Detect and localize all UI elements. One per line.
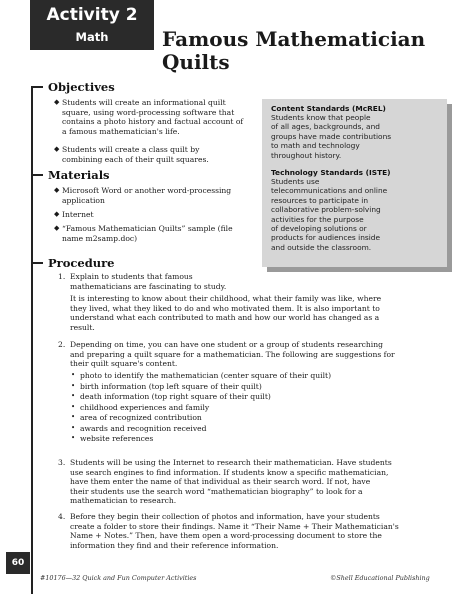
procedure-step-4 (70, 512, 450, 550)
diamond-bullet-icon: ◆ (54, 98, 60, 106)
objectives-line: combining each of their quilt squares. (62, 154, 209, 164)
procedure-line: they lived, what they liked to do and who motivated them. It is also important to (70, 303, 380, 313)
content-standards-line: Students know that people (271, 113, 371, 122)
list-item: • death information (top right square of their quilt) (71, 392, 271, 401)
procedure-line: have them enter the name of that individual as their search word. If not, have (70, 477, 371, 487)
materials-bullet-2 (54, 210, 94, 220)
technology-standards-line: products for audiences inside (271, 233, 381, 243)
procedure-line: mathematician to research. (70, 496, 177, 506)
materials-line: Microsoft Word or another word-processing (62, 186, 232, 195)
materials-line: “Famous Mathematician Quilts” sample (file (62, 224, 233, 233)
procedure-heading: Procedure (48, 256, 115, 270)
footer-left-text: #10176—32 Quick and Fun Computer Activities (40, 574, 197, 582)
round-bullet-icon: • (71, 371, 76, 379)
diamond-bullet-icon: ◆ (54, 224, 60, 232)
technology-standards-line: collaborative problem-solving (271, 205, 381, 215)
technology-standards-line: resources to participate in (271, 195, 369, 205)
round-bullet-icon: • (71, 381, 76, 390)
procedure-step-3 (70, 458, 450, 506)
technology-standards-heading: Technology Standards (ISTE) (271, 168, 391, 178)
content-standards-line: groups have made contributions (271, 131, 392, 141)
round-bullet-icon: • (71, 434, 76, 442)
round-bullet-icon: • (71, 423, 76, 432)
procedure-line: and preparing a quilt square for a mathematician. The following are suggestions for (70, 349, 395, 359)
procedure-step-2 (70, 340, 450, 369)
content-standards-line: to math and technology (271, 141, 360, 151)
diamond-bullet-icon: ◆ (54, 210, 60, 218)
procedure-step-1-number: 1. (58, 272, 66, 281)
materials-line: application (62, 195, 105, 205)
content-standards-line: of all ages, backgrounds, and (271, 122, 380, 132)
list-item: • childhood experiences and family (71, 402, 210, 412)
procedure-line: mathematicians are fascinating to study. (70, 281, 227, 291)
procedure-step-2-number: 2. (58, 340, 66, 349)
technology-standards-line: Students use (271, 177, 320, 187)
standards-box (262, 99, 447, 267)
procedure-line: Students will be using the Internet to research their mathematician. Have students (70, 458, 392, 467)
procedure-step-1 (70, 272, 450, 333)
materials-heading: Materials (48, 168, 110, 182)
objectives-bullet-2 (54, 145, 209, 164)
objectives-line: a famous mathematician's life. (62, 126, 180, 136)
procedure-line: Name + Notes.” Then, have them open a word-processing document to store the (70, 531, 382, 541)
page-title-line2: Quilts (162, 50, 230, 74)
materials-bullet-3 (54, 224, 233, 243)
list-item: • awards and recognition received (71, 423, 207, 433)
objectives-line: contains a photo history and factual account of (62, 117, 244, 127)
list-item: • photo to identify the mathematician (center square of their quilt) (71, 371, 332, 380)
activity-label: Activity 2 (46, 5, 138, 25)
procedure-line: It is interesting to know about their childhood, what their family was like, where (70, 294, 382, 304)
page-number: 60 (11, 558, 25, 568)
diamond-bullet-icon: ◆ (54, 145, 60, 153)
list-item: • area of recognized contribution (71, 413, 202, 422)
list-item: • website references (71, 434, 154, 443)
footer-right-text: ©Shell Educational Publishing (330, 574, 430, 582)
objectives-bullet-1 (54, 98, 244, 136)
procedure-step-2-bullets (71, 371, 450, 445)
procedure-line: result. (70, 322, 95, 332)
technology-standards-line: and outside the classroom. (271, 242, 372, 252)
content-standards-heading: Content Standards (McREL) (271, 104, 386, 113)
round-bullet-icon: • (71, 392, 76, 400)
procedure-line: understand what each contributed to math and how our world has changed as a (70, 313, 380, 323)
procedure-line: information they find and their reference information. (70, 540, 279, 550)
procedure-line: use search engines to find information. If students know a specific mathematician, (70, 467, 389, 477)
procedure-line: their students use the search word “mathematician biography” to look for a (70, 486, 363, 496)
procedure-step-3-number: 3. (58, 458, 66, 467)
procedure-step-4-number: 4. (58, 512, 66, 521)
objectives-line: Students will create an informational quilt (62, 98, 226, 107)
procedure-line: their quilt square's content. (70, 359, 178, 369)
materials-line: name m2samp.doc) (62, 233, 138, 243)
bracket-tick-procedure (31, 262, 43, 264)
diamond-bullet-icon: ◆ (54, 186, 60, 194)
section-bracket (31, 86, 33, 594)
round-bullet-icon: • (71, 402, 76, 411)
materials-line: Internet (62, 210, 94, 219)
procedure-line: create a folder to store their findings. Name it “Their Name + Their Mathematician's (70, 521, 399, 531)
objectives-line: square, using word-processing software that (62, 107, 235, 117)
materials-bullet-1 (54, 186, 232, 205)
objectives-heading: Objectives (48, 80, 115, 94)
list-item: • birth information (top left square of their quilt) (71, 381, 262, 391)
technology-standards-line: telecommunications and online (271, 186, 388, 196)
bracket-tick-objectives (31, 86, 43, 88)
objectives-line: Students will create a class quilt by (62, 145, 200, 154)
procedure-line: Depending on time, you can have one student or a group of students researching (70, 340, 383, 349)
page-title-line1: Famous Mathematician (162, 27, 426, 51)
technology-standards-line: of developing solutions or (271, 224, 367, 234)
round-bullet-icon: • (71, 413, 76, 421)
procedure-line: Explain to students that famous (70, 272, 193, 281)
content-standards-line: throughout history. (271, 150, 342, 160)
bracket-tick-materials (31, 174, 43, 176)
technology-standards-line: activities for the purpose (271, 214, 364, 224)
page-title (162, 28, 452, 74)
procedure-line: Before they begin their collection of photos and information, have your students (70, 512, 380, 521)
subject-label: Math (75, 30, 109, 44)
